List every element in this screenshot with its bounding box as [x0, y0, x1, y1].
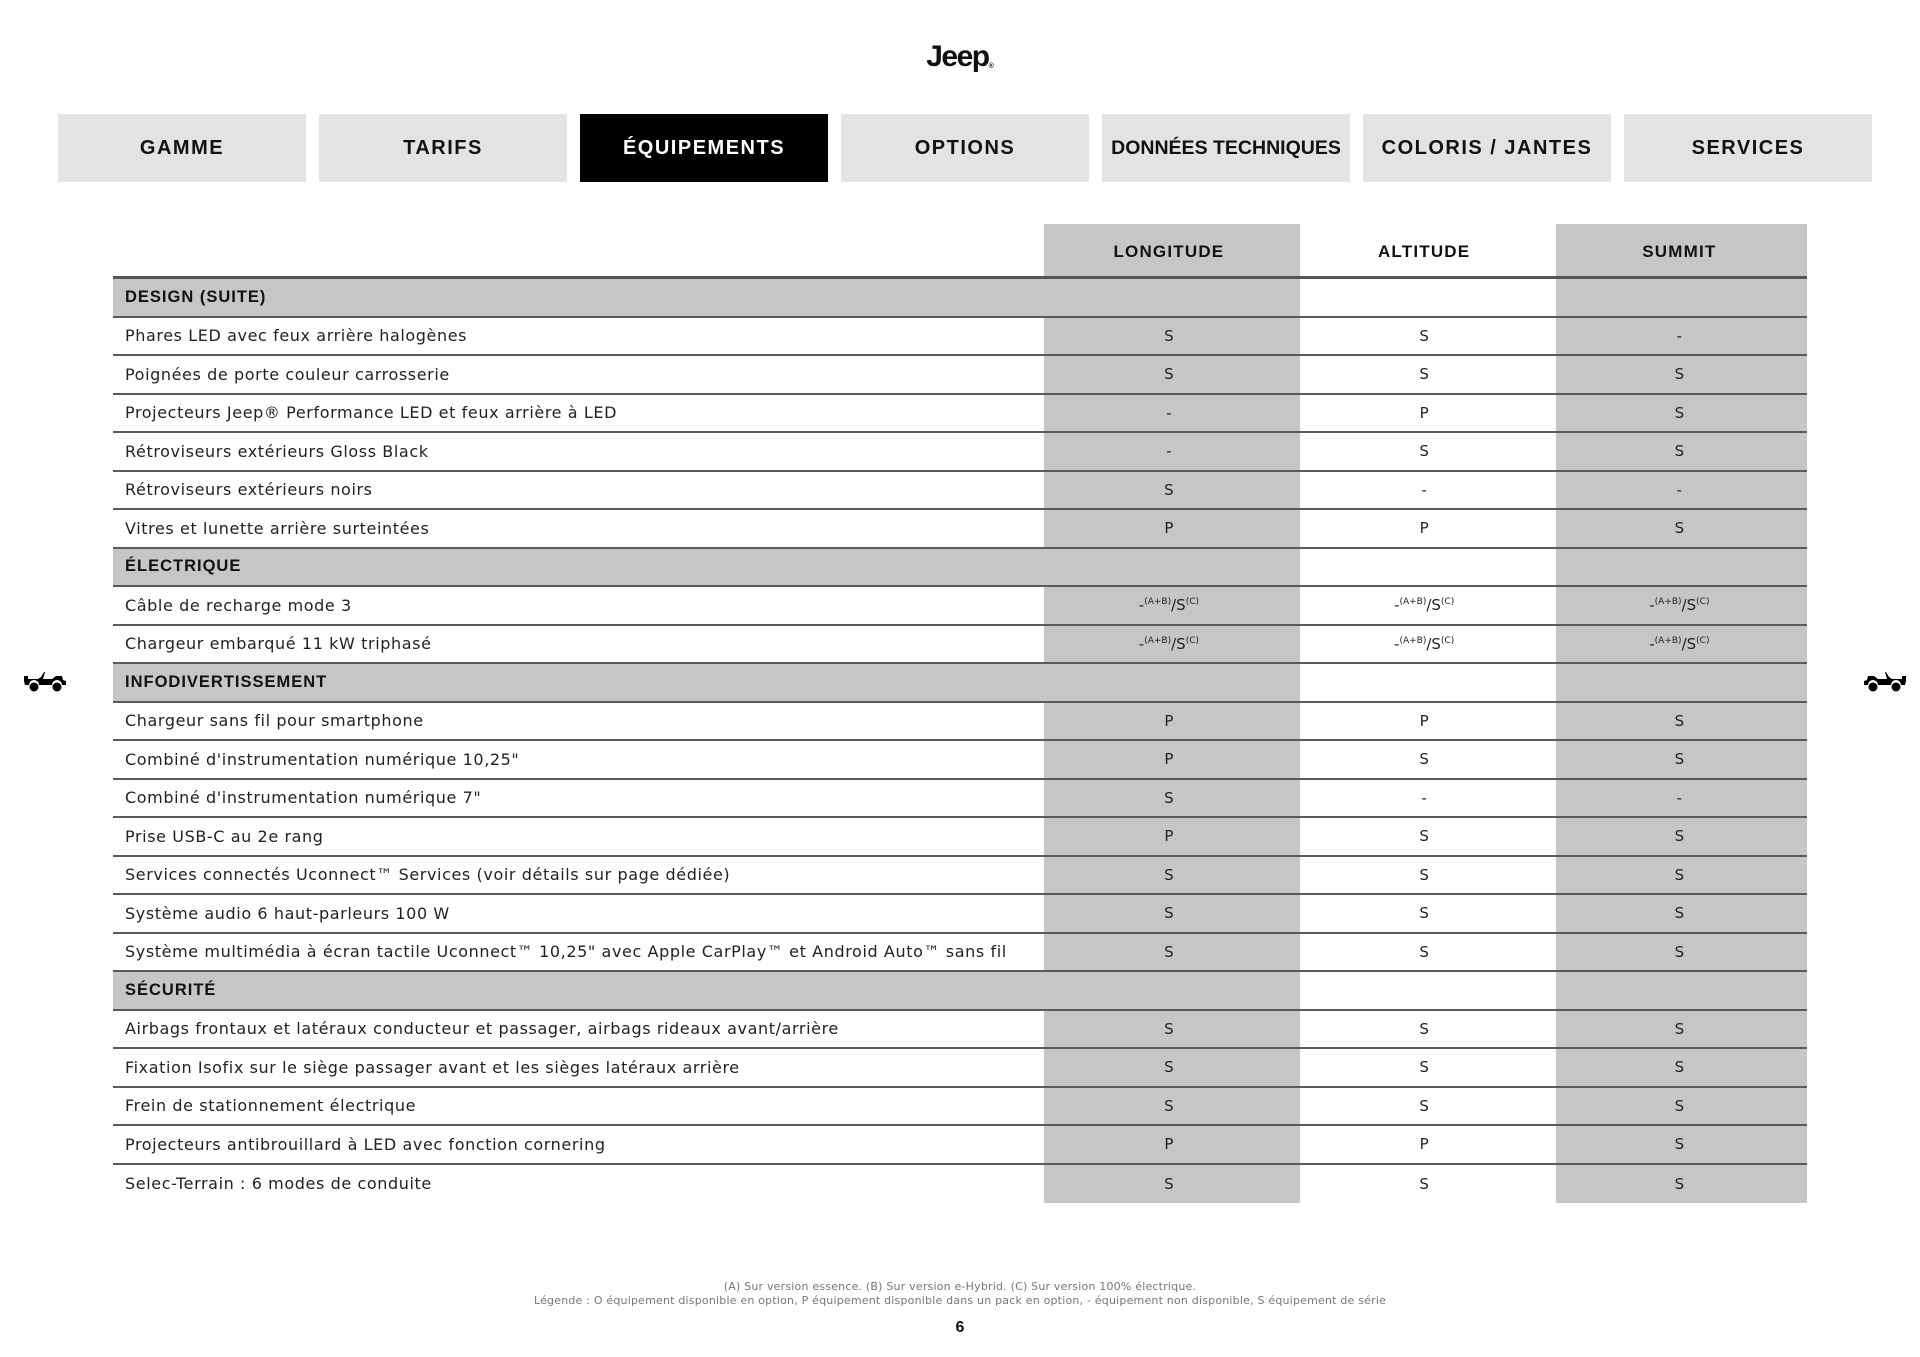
value-cell-longitude: $-^{(A+B)}/S^{(C)}$ — [1138, 596, 1199, 615]
value-cell-summit: S — [1674, 711, 1685, 730]
column-header-longitude: LONGITUDE — [1113, 241, 1225, 261]
jeep-vehicle-icon[interactable] — [1862, 668, 1908, 694]
section-title: SÉCURITÉ — [113, 972, 1044, 1009]
feature-label: Projecteurs antibrouillard à LED avec fonction cornering — [125, 1134, 606, 1154]
header-spacer — [113, 224, 1041, 276]
value-cell-altitude: - — [1421, 788, 1427, 807]
feature-label: Chargeur embarqué 11 kW triphasé — [125, 634, 432, 654]
value-cell-altitude: P — [1419, 711, 1429, 730]
equipment-table — [113, 224, 1807, 1203]
feature-label: Rétroviseurs extérieurs noirs — [125, 480, 373, 500]
feature-label: Projecteurs Jeep® Performance LED et feux arrière à LED — [125, 403, 618, 423]
column-header-altitude: ALTITUDE — [1377, 241, 1471, 261]
logo-text: Jeep — [926, 40, 989, 73]
value-cell-longitude: P — [1164, 711, 1174, 730]
value-cell-altitude: S — [1419, 750, 1429, 769]
table-row — [113, 433, 1807, 472]
tab-donnees-techniques[interactable]: DONNÉES TECHNIQUES — [1102, 114, 1350, 182]
jeep-logo — [0, 40, 1920, 74]
tab-services[interactable]: SERVICES — [1624, 114, 1872, 182]
value-cell-summit: $-^{(A+B)}/S^{(C)}$ — [1649, 634, 1710, 653]
value-cell-altitude: P — [1419, 403, 1429, 422]
section-title: DESIGN (SUITE) — [113, 279, 1044, 316]
feature-label: Vitres et lunette arrière surteintées — [125, 518, 430, 538]
column-header-summit: SUMMIT — [1642, 241, 1717, 261]
value-cell-summit: S — [1674, 442, 1685, 461]
page-number: 6 — [955, 1319, 965, 1336]
feature-label: Combiné d'instrumentation numérique 10,25" — [125, 749, 520, 769]
feature-label: Rétroviseurs extérieurs Gloss Black — [125, 441, 429, 461]
value-cell-altitude: S — [1419, 942, 1429, 961]
value-cell-longitude: S — [1164, 865, 1174, 884]
table-row — [113, 818, 1807, 857]
value-cell-summit: S — [1674, 865, 1685, 884]
value-cell-longitude: $-^{(A+B)}/S^{(C)}$ — [1138, 634, 1199, 653]
tab-tarifs[interactable]: TARIFS — [319, 114, 567, 182]
table-body — [113, 279, 1807, 1203]
value-cell-summit: S — [1674, 1174, 1685, 1193]
registered-mark: ® — [988, 63, 994, 70]
value-cell-longitude: S — [1164, 942, 1174, 961]
feature-label: Selec-Terrain : 6 modes de conduite — [125, 1174, 432, 1194]
version-notes: (A) Sur version essence. (B) Sur version e-Hybrid. (C) Sur version 100% électrique. — [723, 1280, 1197, 1293]
value-cell-altitude: S — [1419, 865, 1429, 884]
value-cell-longitude: P — [1164, 1135, 1174, 1154]
table-row — [113, 703, 1807, 742]
value-cell-altitude: - — [1421, 480, 1427, 499]
value-cell-summit: S — [1674, 1096, 1685, 1115]
value-cell-summit: S — [1674, 904, 1685, 923]
table-row — [113, 626, 1807, 665]
feature-label: Airbags frontaux et latéraux conducteur et passager, airbags rideaux avant/arrière — [125, 1019, 839, 1039]
table-row — [113, 780, 1807, 819]
feature-label: Phares LED avec feux arrière halogènes — [125, 326, 468, 346]
value-cell-longitude: S — [1164, 788, 1174, 807]
value-cell-longitude: P — [1164, 519, 1174, 538]
feature-label: Frein de stationnement électrique — [125, 1096, 417, 1116]
feature-label: Fixation Isofix sur le siège passager avant et les sièges latéraux arrière — [125, 1057, 740, 1077]
value-cell-altitude: S — [1419, 827, 1429, 846]
value-cell-longitude: - — [1166, 403, 1172, 422]
value-cell-summit: S — [1674, 1058, 1685, 1077]
section-header-row — [113, 664, 1807, 703]
section-header-row — [113, 279, 1807, 318]
value-cell-longitude: S — [1164, 326, 1174, 345]
value-cell-longitude: - — [1166, 442, 1172, 461]
value-cell-summit: S — [1674, 365, 1685, 384]
value-cell-altitude: $-^{(A+B)}/S^{(C)}$ — [1394, 634, 1455, 653]
table-row — [113, 1049, 1807, 1088]
value-cell-altitude: S — [1419, 326, 1429, 345]
table-row — [113, 1011, 1807, 1050]
value-cell-summit: - — [1676, 326, 1683, 345]
table-row — [113, 895, 1807, 934]
tab-equipements[interactable]: ÉQUIPEMENTS — [580, 114, 828, 182]
value-cell-altitude: S — [1419, 1019, 1429, 1038]
table-row — [113, 356, 1807, 395]
value-cell-summit: S — [1674, 942, 1685, 961]
value-cell-summit: S — [1674, 827, 1685, 846]
table-row — [113, 857, 1807, 896]
value-cell-longitude: S — [1164, 1096, 1174, 1115]
value-cell-summit: - — [1676, 788, 1683, 807]
feature-label: Chargeur sans fil pour smartphone — [125, 711, 424, 731]
feature-label: Combiné d'instrumentation numérique 7" — [125, 788, 482, 808]
table-row — [113, 741, 1807, 780]
section-title: ÉLECTRIQUE — [113, 549, 1044, 586]
value-cell-altitude: S — [1419, 1058, 1429, 1077]
table-row — [113, 472, 1807, 511]
value-cell-altitude: S — [1419, 442, 1429, 461]
value-cell-summit: S — [1674, 750, 1685, 769]
value-cell-altitude: S — [1419, 1174, 1429, 1193]
tab-coloris-jantes[interactable]: COLORIS / JANTES — [1363, 114, 1611, 182]
table-row — [113, 1165, 1807, 1204]
value-cell-altitude: P — [1419, 519, 1429, 538]
feature-label: Système multimédia à écran tactile Uconnect™ 10,25" avec Apple CarPlay™ et Android Auto™ sans fil — [125, 942, 1007, 962]
value-cell-altitude: S — [1419, 904, 1429, 923]
table-header — [113, 224, 1807, 279]
value-cell-longitude: S — [1164, 904, 1174, 923]
section-header-row — [113, 549, 1807, 588]
table-row — [113, 510, 1807, 549]
value-cell-longitude: P — [1164, 827, 1174, 846]
value-cell-summit: S — [1674, 1135, 1685, 1154]
section-title: INFODIVERTISSEMENT — [113, 664, 1044, 701]
table-row — [113, 934, 1807, 973]
value-cell-longitude: S — [1164, 480, 1174, 499]
feature-label: Prise USB-C au 2e rang — [125, 826, 324, 846]
value-cell-altitude: S — [1419, 1096, 1429, 1115]
table-row — [113, 318, 1807, 357]
feature-label: Système audio 6 haut-parleurs 100 W — [125, 903, 450, 923]
value-cell-summit: - — [1676, 480, 1683, 499]
value-cell-altitude: S — [1419, 365, 1429, 384]
value-cell-longitude: S — [1164, 1019, 1174, 1038]
value-cell-longitude: P — [1164, 750, 1174, 769]
table-row — [113, 1126, 1807, 1165]
table-row — [113, 395, 1807, 434]
value-cell-longitude: S — [1164, 1058, 1174, 1077]
section-header-row — [113, 972, 1807, 1011]
footnotes — [0, 1280, 1920, 1308]
tab-gamme[interactable]: GAMME — [58, 114, 306, 182]
value-cell-altitude: $-^{(A+B)}/S^{(C)}$ — [1394, 596, 1455, 615]
value-cell-summit: S — [1674, 1019, 1685, 1038]
legend-text: Légende : O équipement disponible en option, P équipement disponible dans un pack en option, - équipement non disponible, S équipement de série — [533, 1294, 1387, 1307]
value-cell-altitude: P — [1419, 1135, 1429, 1154]
feature-label: Câble de recharge mode 3 — [125, 595, 352, 615]
value-cell-summit: S — [1674, 403, 1685, 422]
section-tabs — [58, 114, 1872, 182]
value-cell-summit: S — [1674, 519, 1685, 538]
value-cell-summit: $-^{(A+B)}/S^{(C)}$ — [1649, 596, 1710, 615]
jeep-vehicle-icon[interactable] — [22, 668, 68, 694]
feature-label: Poignées de porte couleur carrosserie — [125, 364, 450, 384]
value-cell-longitude: S — [1164, 1174, 1174, 1193]
tab-options[interactable]: OPTIONS — [841, 114, 1089, 182]
table-row — [113, 587, 1807, 626]
table-row — [113, 1088, 1807, 1127]
feature-label: Services connectés Uconnect™ Services (voir détails sur page dédiée) — [125, 865, 731, 885]
value-cell-longitude: S — [1164, 365, 1174, 384]
